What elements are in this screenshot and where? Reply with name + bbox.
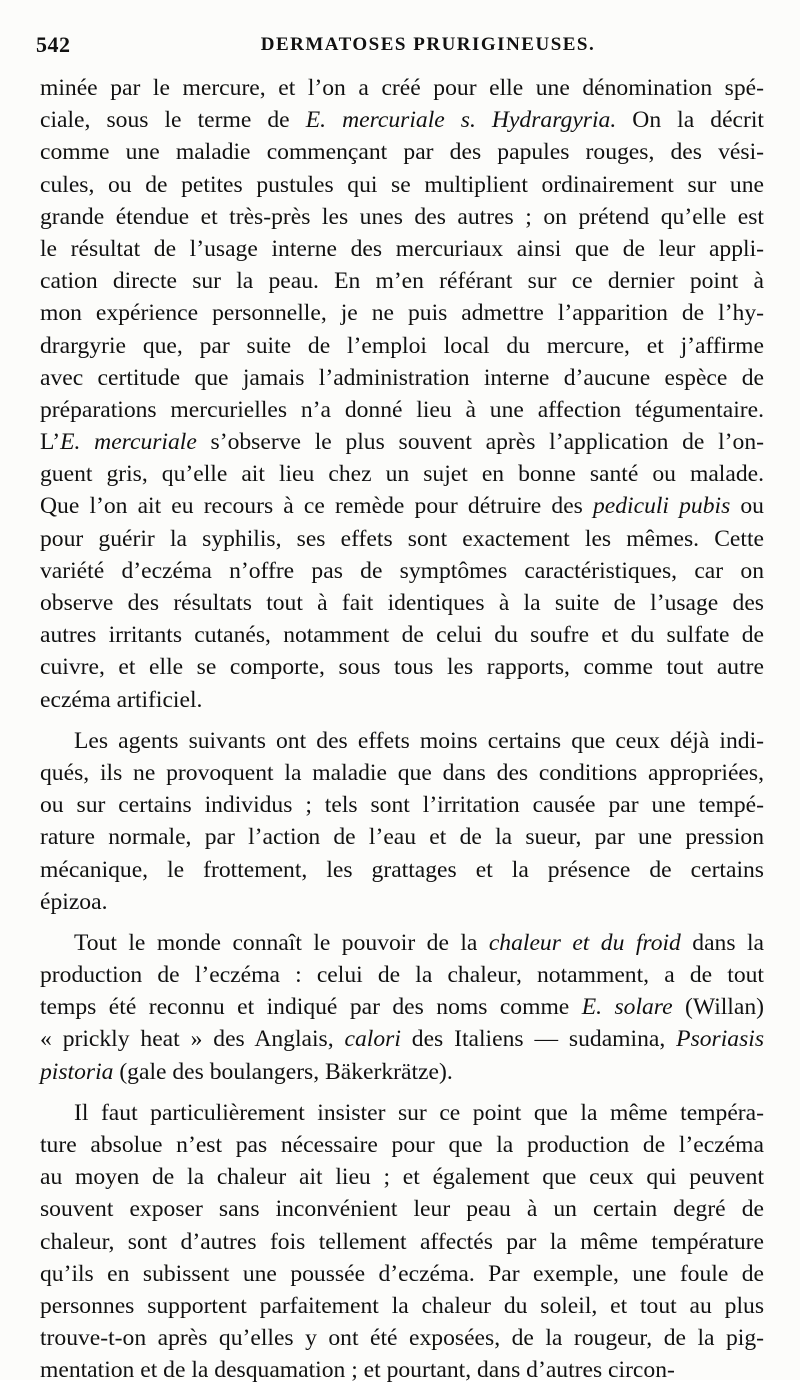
text-line [40, 959, 764, 991]
text-run: L’ [40, 429, 61, 456]
text-line [40, 1354, 764, 1386]
paragraph-gap [40, 716, 764, 725]
text-line [40, 619, 764, 651]
text-run: grande étendue et très-près les unes des autres ; on prétend qu’elle est [40, 203, 764, 230]
italic-term: E. solare [581, 994, 673, 1021]
text-line [40, 201, 764, 233]
text-line [40, 927, 764, 959]
text-run: ou [730, 493, 764, 520]
paragraph [40, 725, 764, 918]
text-line [40, 1322, 764, 1354]
text-line [40, 362, 764, 394]
text-line [40, 821, 764, 853]
text-run: Il faut particulièrement insister sur ce point que la même tempéra- [74, 1099, 764, 1126]
text-line [40, 1023, 764, 1055]
text-run: mécanique, le frottement, les grattages et la présence de certains [40, 856, 764, 883]
text-run: s’observe le plus souvent après l’application de l’on- [196, 429, 764, 456]
text-run: ture absolue n’est pas nécessaire pour que la production de l’eczéma [40, 1132, 764, 1158]
text-line [40, 72, 764, 104]
text-run: dans la [680, 929, 764, 956]
text-line [40, 725, 764, 757]
text-run: ou sur certains individus ; tels sont l’irritation causée par une tempé- [40, 792, 764, 819]
text-line [40, 757, 764, 789]
text-run: mon expérience personnelle, je ne puis admettre l’apparition de l’hy- [40, 300, 764, 327]
text-line [40, 490, 764, 522]
text-run: (Willan) [672, 994, 764, 1021]
text-line [40, 1129, 764, 1161]
italic-term: calori [344, 1026, 401, 1053]
text-line [40, 394, 764, 426]
text-line [40, 297, 764, 329]
text-run: préparations mercurielles n’a donné lieu à une affection tégumentaire. [40, 396, 764, 423]
text-run: avec certitude que jamais l’administration interne d’aucune espèce de [40, 364, 764, 391]
text-line [40, 1226, 764, 1258]
text-run: chaleur, sont d’autres fois tellement affectés par la même température [40, 1228, 764, 1255]
running-head: DERMATOSES PRURIGINEUSES. [260, 34, 596, 55]
text-line [40, 1097, 764, 1129]
text-run: qués, ils ne provoquent la maladie que dans des conditions appropriées, [40, 759, 764, 786]
text-run: le résultat de l’usage interne des mercuriaux ainsi que de leur appli- [40, 235, 764, 262]
text-line [40, 1161, 764, 1193]
paragraph [40, 1097, 764, 1387]
page-header [36, 30, 760, 60]
text-run: Que l’on ait eu recours à ce remède pour détruire des [40, 493, 593, 520]
text-line [40, 1193, 764, 1225]
text-run: pour guérir la syphilis, ses effets sont exactement les mêmes. Cette [40, 525, 764, 552]
text-line [40, 991, 764, 1023]
italic-term: pediculi pubis [592, 493, 731, 520]
text-run: (gale des boulangers, Bäkerkrätze). [113, 1058, 453, 1085]
text-run: variété d’eczéma n’offre pas de symptômes caractéristiques, car on [40, 557, 764, 584]
text-run: autres irritants cutanés, notamment de celui du soufre et du sulfate de [40, 622, 764, 649]
italic-term: Psoriasis [676, 1026, 764, 1053]
italic-term: E. mercuriale s. Hydrargyria. [305, 107, 617, 134]
italic-term: pistoria [40, 1058, 114, 1085]
text-run: trouve-t-on après qu’elles y ont été exposées, de la rougeur, de la pig- [40, 1325, 764, 1352]
italic-term: chaleur et du froid [488, 929, 681, 956]
body-text [40, 72, 764, 1387]
text-line [40, 587, 764, 619]
text-line [40, 426, 764, 458]
text-run: minée par le mercure, et l’on a créé pour elle une dénomination spé- [40, 75, 764, 101]
text-run: au moyen de la chaleur ait lieu ; et également que ceux qui peuvent [40, 1164, 764, 1191]
text-run: souvent exposer sans inconvénient leur peau à un certain degré de [40, 1196, 764, 1223]
text-line [40, 789, 764, 821]
text-line [40, 1290, 764, 1322]
text-run: ciale, sous le terme de [40, 107, 306, 134]
text-run: comme une maladie commençant par des papules rouges, des vési- [40, 139, 764, 166]
text-line [40, 523, 764, 555]
text-run: cules, ou de petites pustules qui se multiplient ordinairement sur une [40, 171, 764, 198]
text-run: qu’ils en subissent une poussée d’eczéma. Par exemple, une foule de [40, 1260, 764, 1287]
text-line [40, 330, 764, 362]
text-line [40, 265, 764, 297]
text-line [40, 104, 764, 136]
text-run: production de l’eczéma : celui de la chaleur, notamment, a de tout [40, 962, 764, 989]
text-line [40, 886, 764, 918]
text-run: temps été reconnu et indiqué par des noms comme [40, 994, 582, 1021]
text-line [40, 458, 764, 490]
text-run: Tout le monde connaît le pouvoir de la [74, 929, 489, 956]
text-run: personnes supportent parfaitement la chaleur du soleil, et tout au plus [40, 1292, 764, 1319]
text-run: Les agents suivants ont des effets moins certains que ceux déjà indi- [74, 727, 764, 754]
text-run: rature normale, par l’action de l’eau et de la sueur, par une pression [40, 824, 764, 851]
text-line [40, 1056, 764, 1088]
paragraph [40, 72, 764, 716]
text-run: On la décrit [616, 107, 764, 134]
paragraph-gap [40, 1088, 764, 1097]
text-line [40, 651, 764, 683]
text-run: eczéma artificiel. [40, 686, 203, 713]
text-line [40, 854, 764, 886]
text-run: mentation et de la desquamation ; et pourtant, dans d’autres circon- [40, 1357, 675, 1384]
text-run: drargyrie que, par suite de l’emploi local du mercure, et j’affirme [40, 332, 764, 359]
paragraph-gap [40, 918, 764, 927]
text-line [40, 555, 764, 587]
text-line [40, 169, 764, 201]
text-run: cuivre, et elle se comporte, sous tous les rapports, comme tout autre [40, 654, 764, 681]
text-run: épizoa. [40, 888, 108, 915]
text-run: observe des résultats tout à fait identiques à la suite de l’usage des [40, 590, 764, 616]
paragraph [40, 927, 764, 1088]
text-run: guent gris, qu’elle ait lieu chez un sujet en bonne santé ou malade. [40, 461, 764, 488]
italic-term: E. mercuriale [60, 429, 197, 456]
text-line [40, 233, 764, 265]
text-run: cation directe sur la peau. En m’en référant sur ce dernier point à [40, 268, 764, 295]
text-line [40, 1258, 764, 1290]
text-line [40, 136, 764, 168]
text-run: « prickly heat » des Anglais, [40, 1026, 345, 1053]
text-run: des Italiens — sudamina, [400, 1026, 677, 1053]
page-number: 542 [36, 32, 71, 57]
text-line [40, 684, 764, 716]
